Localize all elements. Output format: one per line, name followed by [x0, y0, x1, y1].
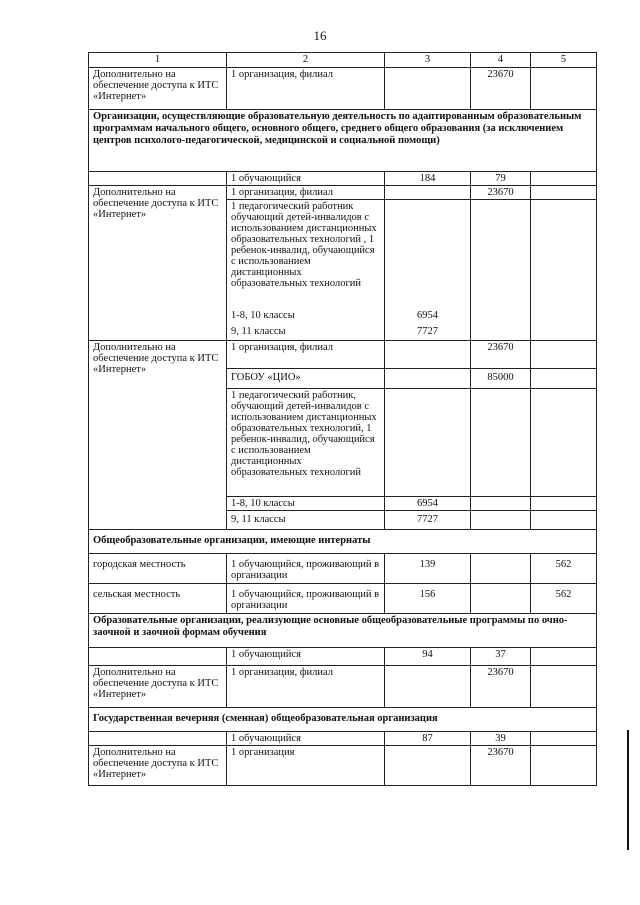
table-row [89, 340, 597, 368]
header-col-3: 3 [385, 53, 471, 68]
row-value-3: 7727 [385, 510, 471, 529]
row-unit: 1 организация, филиал [227, 68, 385, 110]
row-label [89, 731, 227, 745]
row-value-4: 37 [471, 647, 531, 665]
row-value-5 [531, 200, 597, 341]
row-value-4: 23670 [471, 340, 531, 368]
row-value-3: 87 [385, 731, 471, 745]
table-row [89, 553, 597, 583]
row-value-3 [385, 665, 471, 707]
row-unit: 1 обучающийся, проживающий в организации [227, 553, 385, 583]
table-row [89, 510, 597, 529]
row-value-5 [531, 647, 597, 665]
row-value-5 [531, 368, 597, 388]
row-value-4: 23670 [471, 68, 531, 110]
row-unit: 1 обучающийся [227, 647, 385, 665]
section-row [89, 529, 597, 553]
row-value-3 [385, 68, 471, 110]
row-value-4 [471, 510, 531, 529]
row-value-5 [531, 172, 597, 186]
row-value-4: 85000 [471, 368, 531, 388]
row-value-3 [385, 186, 471, 200]
tariff-table [88, 52, 597, 786]
row-value-3 [385, 200, 471, 341]
row-label: Дополнительно на обеспечение доступа к ИТС «Интернет» [89, 745, 227, 785]
table-row [89, 583, 597, 613]
row-unit: 1 организация, филиал [227, 340, 385, 368]
row-value-5 [531, 388, 597, 496]
row-value-3: 94 [385, 647, 471, 665]
row-value-5 [531, 745, 597, 785]
row-value-3 [385, 388, 471, 496]
row-value-4 [471, 200, 531, 341]
row-label: сельская местность [89, 583, 227, 613]
row-value-3 [385, 745, 471, 785]
row-unit: 1 организация, филиал [227, 665, 385, 707]
row-value-4 [471, 553, 531, 583]
row-value-3 [385, 340, 471, 368]
row-unit: 1-8, 10 классы [227, 308, 385, 324]
row-value-5 [531, 665, 597, 707]
row-label: Дополнительно на обеспечение доступа к ИТС «Интернет» [89, 665, 227, 707]
row-unit: ГОБОУ «ЦИО» [227, 368, 385, 388]
row-value-4 [471, 388, 531, 496]
section-row [89, 707, 597, 731]
table-header-row [89, 53, 597, 68]
table-row [89, 647, 597, 665]
row-value-5 [531, 68, 597, 110]
row-label [89, 647, 227, 665]
row-unit: 9, 11 классы [227, 324, 385, 341]
row-unit: 1-8, 10 классы [227, 496, 385, 510]
row-value-3a: 6954 [417, 309, 438, 321]
row-value-4: 23670 [471, 665, 531, 707]
row-unit: 9, 11 классы [227, 510, 385, 529]
row-value-3b: 7727 [417, 325, 438, 337]
row-value-5 [531, 340, 597, 368]
section-row [89, 613, 597, 647]
row-value-3: 156 [385, 583, 471, 613]
table-row [89, 186, 597, 200]
header-col-5: 5 [531, 53, 597, 68]
row-unit: 1 обучающийся, проживающий в организации [227, 583, 385, 613]
section-row [89, 110, 597, 172]
row-label [89, 172, 227, 186]
table-row [89, 731, 597, 745]
section-title: Общеобразовательные организации, имеющие интернаты [89, 529, 597, 553]
row-value-4: 23670 [471, 186, 531, 200]
table-row [89, 68, 597, 110]
row-unit: 1 педагогический работник, обучающий детей-инвалидов с использованием дистанционных образовательных технологий, 1 ребенок-инвалид, обучающийся с использованием дистанционных образовательных технологий [227, 388, 385, 496]
row-value-5 [531, 496, 597, 510]
table-row [89, 172, 597, 186]
row-value-3: 184 [385, 172, 471, 186]
header-col-2: 2 [227, 53, 385, 68]
row-label [89, 510, 227, 529]
row-label: городская местность [89, 553, 227, 583]
section-title: Образовательные организации, реализующие основные общеобразовательные программы по очно-заочной и заочной формам обучения [89, 613, 597, 647]
row-unit: 1 обучающийся [227, 172, 385, 186]
section-title: Государственная вечерняя (сменная) общеобразовательная организация [89, 707, 597, 731]
row-value-4 [471, 583, 531, 613]
row-unit: 1 педагогический работник обучающий детей-инвалидов с использованием дистанционных образовательных технологий , 1 ребенок-инвалид, обучающийся с использованием дистанционных образовательных технологий [227, 200, 385, 308]
margin-mark [627, 730, 629, 850]
row-unit: 1 организация [227, 745, 385, 785]
row-value-3 [385, 368, 471, 388]
table-row [89, 665, 597, 707]
page-number: 16 [313, 28, 327, 43]
header-col-4: 4 [471, 53, 531, 68]
row-value-4: 39 [471, 731, 531, 745]
row-value-5: 562 [531, 553, 597, 583]
row-value-5 [531, 186, 597, 200]
row-label: Дополнительно на обеспечение доступа к ИТС «Интернет» [89, 340, 227, 496]
header-col-1: 1 [89, 53, 227, 68]
table-row [89, 745, 597, 785]
row-label: Дополнительно на обеспечение доступа к ИТС «Интернет» [89, 186, 227, 341]
row-value-3: 139 [385, 553, 471, 583]
row-unit: 1 организация, филиал [227, 186, 385, 200]
row-value-4: 23670 [471, 745, 531, 785]
row-value-5 [531, 731, 597, 745]
row-label: Дополнительно на обеспечение доступа к ИТС «Интернет» [89, 68, 227, 110]
row-unit: 1 обучающийся [227, 731, 385, 745]
row-value-4 [471, 496, 531, 510]
row-value-5: 562 [531, 583, 597, 613]
row-value-4: 79 [471, 172, 531, 186]
row-label [89, 496, 227, 510]
section-title: Организации, осуществляющие образовательную деятельность по адаптированным образовательным программам начального общего, основного общего, среднего общего образования (за исключением центров психолого-педагогической, медицинской и социальной помощи) [89, 110, 597, 172]
table-row [89, 496, 597, 510]
row-value-5 [531, 510, 597, 529]
row-value-3: 6954 [385, 496, 471, 510]
